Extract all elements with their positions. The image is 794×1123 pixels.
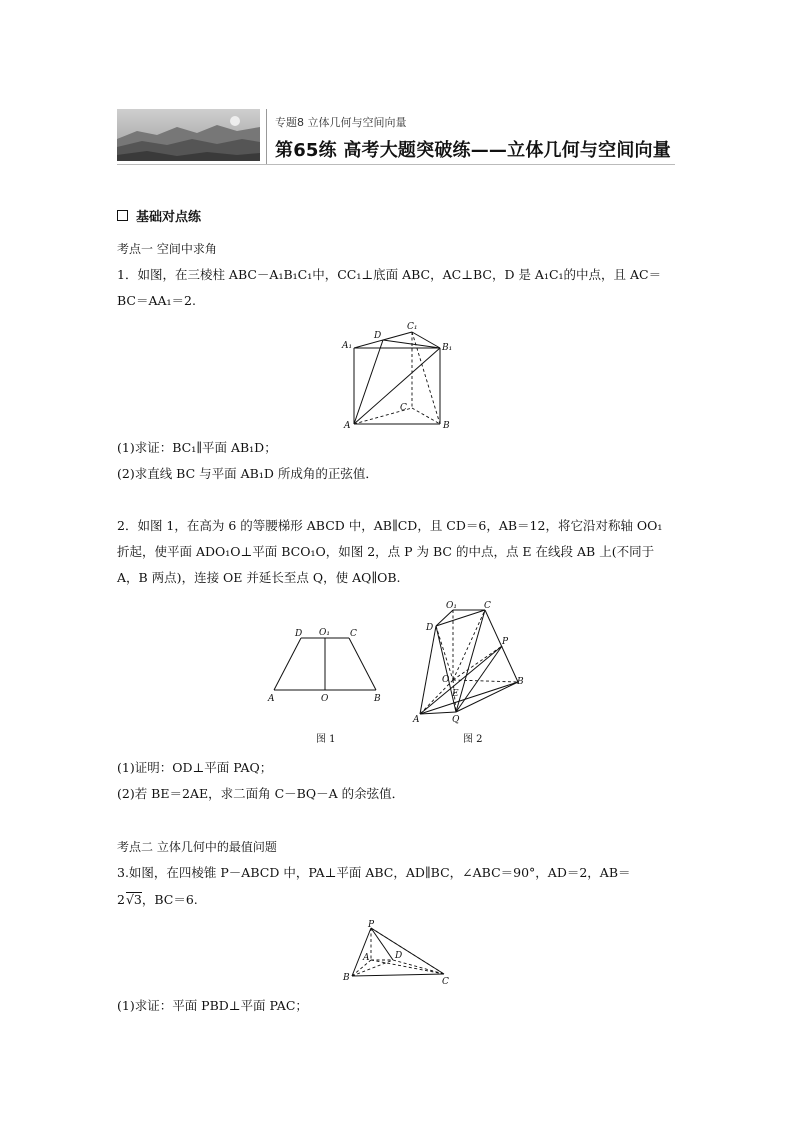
q2-fig1-label-C: C — [350, 629, 357, 639]
q1-part2: (2)求直线 BC 与平面 AB₁D 所成角的正弦值． — [117, 466, 378, 481]
q2-fig1-label-O: O — [321, 694, 329, 704]
q3-line2-pre: 2 — [117, 892, 125, 907]
q3-line2 — [117, 887, 198, 913]
header-underline — [117, 164, 675, 165]
sqrt-symbol: √3 — [125, 892, 142, 907]
q3-label-D: D — [395, 951, 403, 961]
q2-fig2-label-O1: O₁ — [446, 601, 457, 611]
topic-heading-1: 考点一 空间中求角 — [117, 242, 217, 256]
q1-label-B: B — [443, 421, 450, 430]
topic-heading-2: 考点二 立体几何中的最值问题 — [117, 840, 277, 854]
q2-fig2-caption: 图 2 — [463, 734, 483, 745]
q1-part1: (1)求证：BC₁∥平面 AB₁D； — [117, 440, 277, 455]
section-label: 基础对点练 — [136, 210, 202, 225]
q2-fig2-label-D: D — [426, 623, 434, 633]
q3-line1: 3.如图，在四棱锥 P－ABCD 中，PA⊥平面 ABC，AD∥BC，∠ABC＝90°，AD＝2，AB＝ — [117, 865, 631, 880]
q2-fig1-caption: 图 1 — [316, 734, 336, 745]
page-title: 第65练 高考大题突破练——立体几何与空间向量 — [275, 140, 671, 161]
header-landscape-image — [117, 109, 260, 161]
q2-trapezoid-figure — [264, 624, 386, 708]
q3-sqrt-radicand: 3 — [133, 892, 142, 907]
q2-line2: 折起，使平面 ADO₁O⊥平面 BCO₁O，如图 2，点 P 为 BC 的中点，点 E 在线段 AB 上(不同于 — [117, 544, 655, 559]
q2-fig2-label-O: O — [442, 675, 450, 685]
q3-label-P: P — [368, 920, 375, 930]
header-subtitle: 专题8 立体几何与空间向量 — [275, 116, 407, 129]
header-divider — [266, 109, 267, 164]
q3-part1: (1)求证：平面 PBD⊥平面 PAC； — [117, 998, 308, 1013]
q2-fig1-label-A: A — [268, 694, 275, 704]
q1-label-B1: B₁ — [442, 343, 453, 353]
q1-label-C1: C₁ — [407, 322, 418, 332]
q1-line2: BC＝AA₁＝2. — [117, 293, 196, 308]
q2-part2: (2)若 BE＝2AE，求二面角 C－BQ－A 的余弦值． — [117, 786, 405, 801]
q2-fig2-label-A: A — [413, 715, 420, 724]
section-heading — [117, 206, 201, 225]
q2-fig2-label-E: E — [452, 689, 459, 699]
q2-fig2-label-C: C — [484, 601, 491, 611]
q2-line1: 2．如图 1，在高为 6 的等腰梯形 ABCD 中，AB∥CD，且 CD＝6，AB＝12，将它沿对称轴 OO₁ — [117, 518, 663, 533]
q1-prism-figure — [340, 318, 460, 430]
q2-line3: A，B 两点)，连接 OE 并延长至点 Q，使 AQ∥OB. — [117, 570, 401, 585]
q1-label-A1: A₁ — [342, 341, 353, 351]
q1-label-A: A — [344, 421, 351, 430]
q3-label-A: A — [363, 953, 370, 963]
q2-part1: (1)证明：OD⊥平面 PAQ； — [117, 760, 273, 775]
checkbox-square-icon — [117, 210, 128, 221]
q2-fig1-label-O1: O₁ — [319, 628, 330, 638]
q3-label-B: B — [343, 973, 350, 983]
q2-fig2-label-B: B — [517, 677, 524, 687]
q3-line2-post: ，BC＝6. — [141, 892, 198, 907]
q2-fig2-label-Q: Q — [452, 715, 460, 724]
q1-label-C: C — [400, 403, 407, 413]
q2-fig1-label-B: B — [374, 694, 381, 704]
q3-pyramid-figure — [340, 918, 456, 988]
q2-fig2-label-P: P — [502, 637, 509, 647]
q3-label-C: C — [442, 977, 449, 987]
q2-fig1-label-D: D — [295, 629, 303, 639]
q2-folded-figure — [410, 598, 534, 724]
q1-label-D: D — [374, 331, 382, 341]
q1-line1: 1．如图，在三棱柱 ABC－A₁B₁C₁中，CC₁⊥底面 ABC，AC⊥BC，D 是 A₁C₁的中点，且 AC＝ — [117, 267, 662, 282]
